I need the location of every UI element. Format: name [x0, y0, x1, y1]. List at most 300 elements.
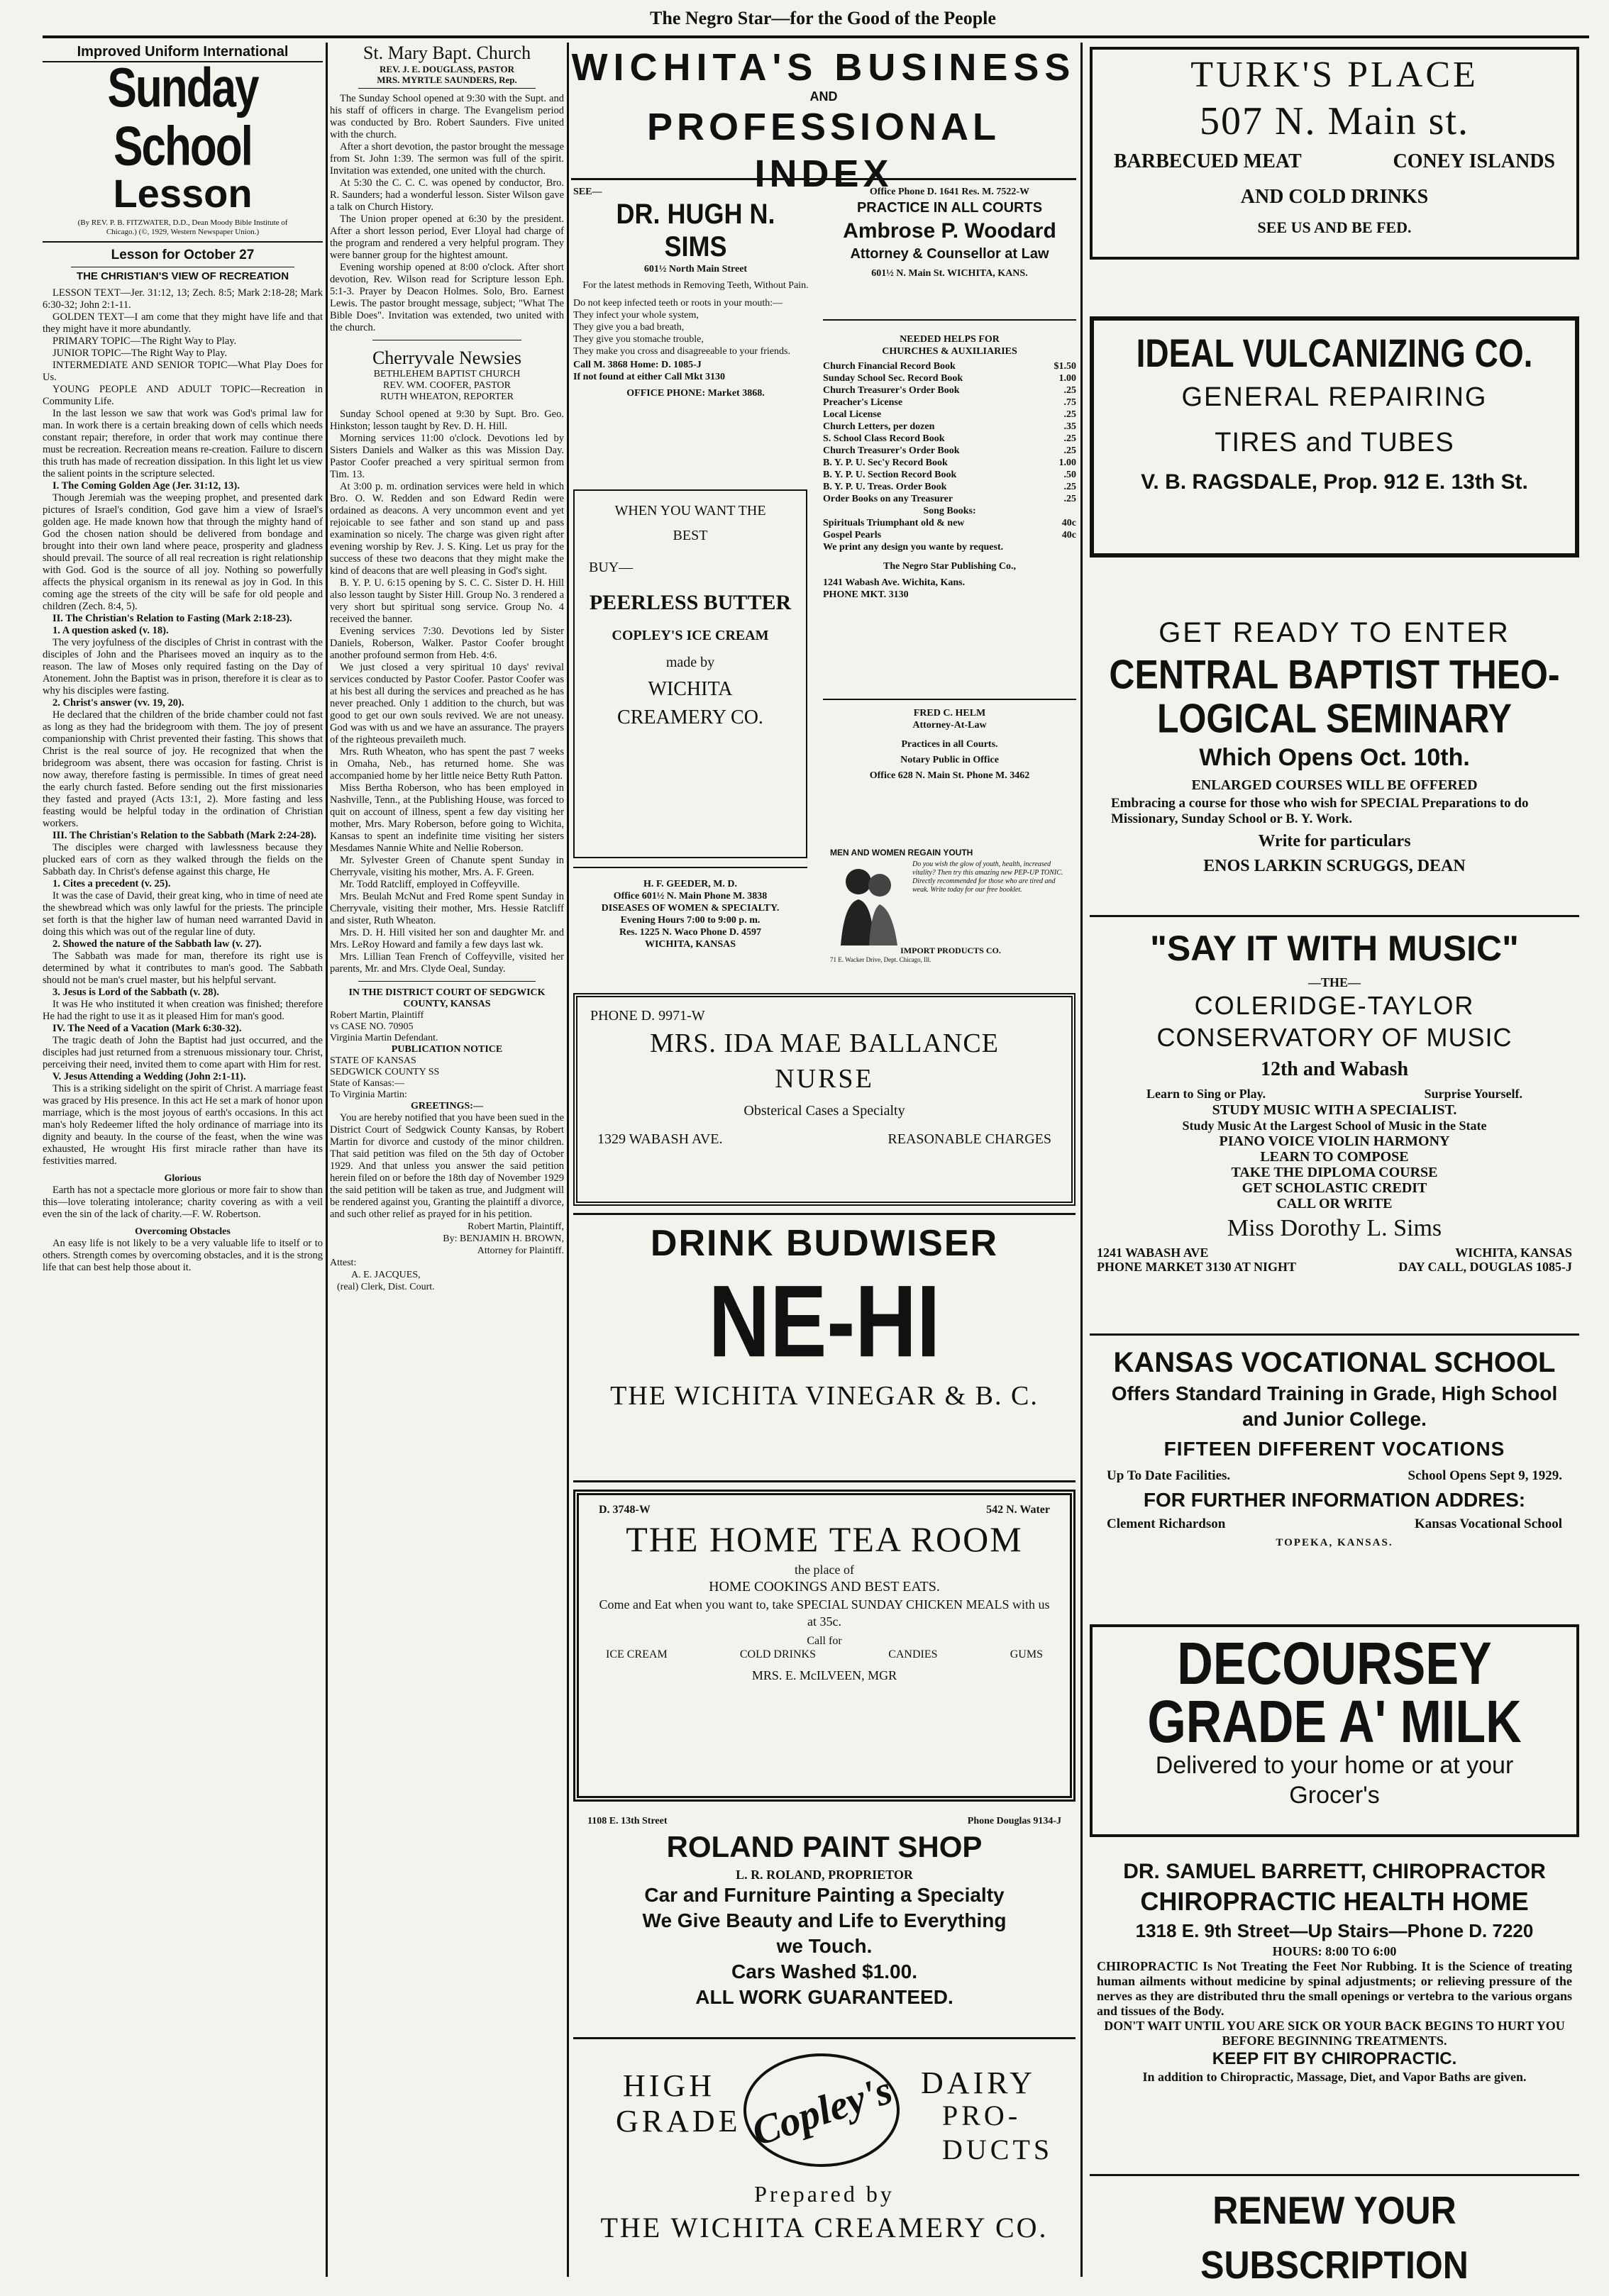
helps-item: [823, 445, 1076, 457]
helps-publisher-phone: PHONE MKT. 3130: [823, 589, 909, 600]
court-heading: IN THE DISTRICT COURT OF SEDGWICK COUNTY, KANSAS: [348, 987, 546, 1009]
helps-item-name: Sunday School Sec. Record Book: [823, 373, 963, 384]
court-attest: Attest:: [330, 1258, 357, 1268]
youth-address: 71 E. Wacker Drive, Dept. Chicago, Ill.: [830, 956, 931, 963]
music-l8: PIANO VOICE VIOLIN HARMONY: [1219, 1133, 1450, 1149]
ballance-phone: PHONE D. 9971-W: [590, 1008, 705, 1024]
court-caption-line: GREETINGS:—: [411, 1101, 483, 1111]
tearoom-l2: HOME COOKINGS AND BEST EATS.: [709, 1579, 940, 1595]
ad-barrett-chiropractic: [1090, 1858, 1579, 2170]
helps-item-price: .25: [1063, 433, 1076, 444]
helps-item: [823, 421, 1076, 433]
music-l12: CALL OR WRITE: [1276, 1196, 1393, 1211]
sims-list-item: They infect your whole system,: [573, 310, 699, 321]
ideal-l4: V. B. RAGSDALE, Prop. 912 E. 13th St.: [1141, 470, 1528, 494]
peerless-l7: WICHITA: [648, 678, 733, 700]
music-l14b: WICHITA, KANSAS: [1455, 1246, 1572, 1260]
court-caption-line: PUBLICATION NOTICE: [391, 1044, 503, 1055]
peerless-l5: COPLEY'S ICE CREAM: [612, 628, 769, 643]
sims-see: SEE—: [573, 187, 602, 197]
seminary-l7: Write for particulars: [1258, 832, 1411, 850]
geeder-l3: Evening Hours 7:00 to 9:00 p. m.: [620, 915, 761, 926]
geeder-name: H. F. GEEDER, M. D.: [643, 879, 738, 889]
helps-item: [823, 481, 1076, 493]
seminary-l3: LOGICAL SEMINARY: [1156, 695, 1513, 742]
helps-item: [823, 433, 1076, 445]
cherryvale-paragraph: B. Y. P. U. 6:15 opening by S. C. C. Sister D. H. Hill also lesson taught by Sister Hill. Group No. 3 rendered a very short but spiritual song service. Group No. 4 received the banner.: [330, 577, 564, 625]
milk-l2: GRADE A' MILK: [1147, 1688, 1522, 1755]
cherryvale-paragraph: We just closed a very spiritual 10 days' revival services conducted by Pastor Coofer. Pastor Coofer was at his best all during the services and preached as he has never preached. Only 1 addition to the church, but was good to get our own souls revived. We are not uneasy. God was with us and we have an assurance. The prayers of the righteous prevaileth much.: [330, 662, 564, 745]
lesson-kicker: Improved Uniform International: [43, 43, 323, 62]
ballance-charges: REASONABLE CHARGES: [888, 1131, 1051, 1147]
helps-song2: Gospel Pearls 40c: [823, 530, 1076, 540]
ad-dr-sims: [573, 186, 818, 480]
helps-item-price: 1.00: [1058, 373, 1076, 384]
roland-proprietor: L. R. ROLAND, PROPRIETOR: [736, 1868, 913, 1882]
turk-l3: [1107, 146, 1562, 177]
helps-item-price: .35: [1063, 421, 1076, 432]
lesson-paragraph: The Sabbath was made for man, therefore its right use is determined by what it contributes to man's good. The Sabbath should not be man's cruel master, but his helpful servant.: [43, 950, 323, 986]
sunday-school-column: [43, 43, 323, 2270]
kvs-l6b: Kansas Vocational School: [1415, 1516, 1562, 1531]
youth-body: Do you wish the glow of youth, health, increased vitality? Then try this amazing new PEP-UP TONIC. Directly recommended for those who are tired and weak. Write today for our free booklet.: [912, 860, 1063, 894]
court-caption-line: Virginia Martin Defendant.: [330, 1033, 438, 1043]
copley-company: THE WICHITA CREAMERY CO.: [600, 2212, 1049, 2244]
lesson-byline: (By REV. P. B. FITZWATER, D.D., Dean Moody Bible Institute of Chicago.) (©, 1929, Western Newspaper Union.): [77, 218, 288, 236]
music-l5a: Learn to Sing or Play.: [1146, 1087, 1266, 1101]
rule: [1090, 915, 1579, 917]
kvs-l2: Offers Standard Training in Grade, High School and Junior College.: [1111, 1382, 1558, 1430]
music-l6: STUDY MUSIC WITH A SPECIALIST.: [1212, 1102, 1457, 1118]
helps-item-price: .25: [1063, 445, 1076, 456]
court-signature: Robert Martin, Plaintiff,: [468, 1221, 564, 1232]
cherryvale-paragraph: Miss Bertha Roberson, who has been employed in Nashville, Tenn., at the Publishing House, was forced to quit on account of illness, spent a few day visiting her mother, Mrs. Mary Roberson, before going to Wichita, Kansas to spent an indefinite time visiting her sisters Mesdames Nannie White and Nellie Roberson.: [330, 782, 564, 854]
cherryvale-paragraph: At 3:00 p. m. ordination services were held in which Bro. O. W. Redden and son Edward Redin were ordained as deacons. A very uncommon event and yet rejoicable to see father and son stand up and pass examination so nicely. The charge was given right after evening worship by Rev. J. S. King. Let us pray for the success of these two deacons that they might make the kind of deacons that are well pleasing in God's sight.: [330, 481, 564, 577]
music-l10: TAKE THE DIPLOMA COURSE: [1231, 1165, 1438, 1180]
lesson-body: [43, 287, 323, 1168]
ad-turks-place: [1090, 47, 1579, 260]
music-l15: [1097, 1260, 1572, 1274]
lesson-paragraph: LESSON TEXT—Jer. 31:12, 13; Zech. 8:5; Mark 2:18-28; Mark 6:30-32; John 2:1-11.: [43, 287, 323, 311]
court-attorney: By: BENJAMIN H. BROWN,: [443, 1233, 564, 1244]
sims-list-item: They give you a bad breath,: [573, 322, 685, 333]
helm-title: Attorney-At-Law: [912, 720, 987, 731]
kvs-l1: KANSAS VOCATIONAL SCHOOL: [1113, 1347, 1556, 1378]
helps-item: [823, 396, 1076, 409]
helps-item-price: .25: [1063, 482, 1076, 492]
roland-header: [587, 1815, 1061, 1827]
ad-dr-geeder: [573, 867, 807, 984]
helps-item-name: Church Financial Record Book: [823, 361, 956, 372]
ideal-l2: GENERAL REPAIRING: [1181, 382, 1488, 412]
kvs-l3: FIFTEEN DIFFERENT VOCATIONS: [1163, 1438, 1505, 1460]
helps-item-price: .25: [1063, 385, 1076, 396]
ad-woodard: [823, 186, 1076, 321]
helps-list: [823, 360, 1076, 505]
tearoom-phone: D. 3748-W: [599, 1504, 651, 1516]
renew-subscription: RENEW YOUR SUBSCRIPTION: [1200, 2188, 1469, 2287]
cherryvale-paragraph: Mrs. Lillian Tean French of Coffeyville, visited her parents, Mr. and Mrs. Clyde Oeal, Sunday.: [330, 951, 564, 975]
stmary-paragraph: Evening worship opened at 8:00 o'clock. After short devotion, Rev. Wilson read for Scripture lesson Eph. 5:1-3. Prayer by Deacon Holmes. Solo, Bro. Earnest Lewis. The pastor brought message, subject; "What The Bible Does". Invitation was extended, two united with the church.: [330, 262, 564, 333]
lesson-paragraph: It was the case of David, their great king, who in time of need ate the shewbread which was only lawful for the priests. The principle set forth is that the higher law of human need warranted David in doing this which was out of the regular line of duty.: [43, 890, 323, 938]
sims-office: OFFICE PHONE: Market 3868.: [626, 388, 765, 399]
ideal-l3: TIRES and TUBES: [1215, 428, 1454, 457]
ad-regain-youth: [830, 848, 1071, 975]
lesson-paragraph: INTERMEDIATE AND SENIOR TOPIC—What Play Does for Us.: [43, 360, 323, 383]
column-rule: [326, 43, 328, 2277]
cherryvale-paragraph: Mr. Sylvester Green of Chanute spent Sunday in Cherryvale, visiting his mother, Mrs. A. F. Green.: [330, 855, 564, 878]
ad-tea-room: [573, 1490, 1076, 1802]
cherryvale-paragraph: Evening services 7:30. Devotions led by Sister Daniels, Roberson, Walker. Pastor Coofer brought another profound sermon from Heb. 4:6.: [330, 626, 564, 661]
lesson-paragraph: JUNIOR TOPIC—The Right Way to Play.: [52, 348, 228, 359]
copley-pro: PRO-: [942, 2100, 1022, 2131]
barrett-l6: DON'T WAIT UNTIL YOU ARE SICK OR YOUR BACK BEGINS TO HURT YOU BEFORE BEGINNING TREATMENTS.: [1104, 2019, 1565, 2048]
helps-h2: CHURCHES & AUXILIARIES: [882, 346, 1017, 357]
copley-prepared: Prepared by: [754, 2181, 895, 2207]
sims-address: 601½ North Main Street: [643, 264, 748, 274]
court-caption-line: vs CASE NO. 70905: [330, 1021, 414, 1032]
roland-address: 1108 E. 13th Street: [587, 1816, 668, 1826]
lesson-paragraph: 1. Cites a precedent (v. 25).: [52, 878, 171, 889]
lesson-date: Lesson for October 27: [111, 248, 255, 262]
seminary-l2: CENTRAL BAPTIST THEO-: [1109, 651, 1560, 698]
kvs-l7: TOPEKA, KANSAS.: [1276, 1537, 1393, 1548]
kvs-l4b: School Opens Sept 9, 1929.: [1408, 1468, 1562, 1483]
ballance-address: 1329 WABASH AVE.: [597, 1131, 723, 1147]
helps-item-price: .25: [1063, 494, 1076, 504]
turk-l2: 507 N. Main st.: [1200, 99, 1469, 143]
budwiser-l3: THE WICHITA VINEGAR & B. C.: [610, 1381, 1039, 1411]
masthead: The Negro Star—for the Good of the People: [650, 8, 996, 28]
youth-head: MEN AND WOMEN REGAIN YOUTH: [830, 848, 973, 858]
music-l15a: PHONE MARKET 3130 AT NIGHT: [1097, 1260, 1297, 1274]
sims-call: Call M. 3868 Home: D. 1085-J: [573, 360, 702, 370]
cherryvale-heading: Cherryvale Newsies: [372, 348, 522, 368]
glorious-heading: Glorious: [164, 1173, 201, 1184]
lesson-paragraph: 2. Showed the nature of the Sabbath law (v. 27).: [52, 938, 262, 950]
barrett-l5: CHIROPRACTIC Is Not Treating the Feet Nor Rubbing. It is the Science of treating human ailments without medicine by spinal adjustments; or relieving pressure of the nerves as they are distributed thru the small openings or vertebra to the various organs and tissues of the Body.: [1097, 1959, 1572, 2018]
cherryvale-body: [330, 409, 564, 975]
lesson-paragraph: GOLDEN TEXT—I am come that they might have life and that they might have it more abundantly.: [43, 311, 323, 335]
roland-l5: ALL WORK GUARANTEED.: [695, 1986, 953, 2008]
sims-list-item: They make you cross and disagreeable to your friends.: [573, 346, 790, 357]
stmary-paragraph: At 5:30 the C. C. C. was opened by conductor, Bro. R. Saunders; had a wonderful lesson. Sister Wilson gave a talk on Church History.: [330, 177, 564, 213]
ad-ideal-vulcanizing: [1090, 316, 1579, 558]
tearoom-item: GUMS: [1010, 1648, 1043, 1660]
sims-list-item: They give you stomache trouble,: [573, 334, 704, 345]
lesson-paragraph: PRIMARY TOPIC—The Right Way to Play.: [52, 335, 237, 347]
copley-dairy: DAIRY: [921, 2065, 1036, 2100]
roland-l3: we Touch.: [776, 1935, 873, 1957]
roland-l4: Cars Washed $1.00.: [731, 1961, 917, 1982]
helps-item-name: Local License: [823, 409, 882, 420]
peerless-l8: CREAMERY CO.: [617, 706, 763, 728]
stmary-paragraph: The Sunday School opened at 9:30 with the Supt. and his staff of officers in charge. The Evangelism period was conducted by Bro. Robert Saunders. Five united with the church.: [330, 93, 564, 140]
milk-l3: Delivered to your home or at your Grocer's: [1155, 1752, 1514, 1809]
court-body: You are hereby notified that you have been sued in the District Court of Sedgwick County Kansas, by Robert Martin for divorce and custody of the minor children. That said petition was filed on the 5th day of October 1929. And that unless you answer the said petition herein filed on or before the 18th day of November 1929 the said petition will be taken as true, and Judgment will be rendered against you, Granting the plaintiff a divorce, and such other relief as prayed for in his petition.: [330, 1112, 564, 1220]
seminary-l6: Embracing a course for those who wish for SPECIAL Preparations to do Missionary, Sunday School or B. Y. Work.: [1111, 796, 1529, 826]
index-title-2: PROFESSIONAL INDEX: [646, 106, 1001, 195]
ad-budwiser: [573, 1213, 1076, 1482]
lesson-paragraph: The tragic death of John the Baptist had just occurred, and the disciples had just returned from a strenuous missionary tour. Christ, perceiving their need, invited them to come apart with Him for rest.: [43, 1035, 323, 1070]
court-caption-line: SEDGWICK COUNTY SS: [330, 1067, 440, 1077]
cherryvale-paragraph: Mrs. Beulah McNut and Fred Rome spent Sunday in Cherryvale, visiting their mother, Mrs. Hessie Ratcliff and sister, Ruth Wheaton.: [330, 891, 564, 926]
seminary-l1: GET READY TO ENTER: [1159, 617, 1510, 648]
court-attorney-title: Attorney for Plaintiff.: [477, 1246, 564, 1256]
helps-item-name: Church Letters, per dozen: [823, 421, 935, 432]
helps-song: Song Books:: [923, 506, 976, 516]
helps-item-price: .75: [1063, 397, 1076, 408]
lesson-paragraph: The very joyfulness of the disciples of Christ in contrast with the disciples of John and the Pharisees moved an inquiry as to the reason. The law of Moses only required fasting on the Day of Atonement. John the Baptist was in prison, therefore it is clear as to why his disciples were fasting.: [43, 637, 323, 697]
seminary-l5: ENLARGED COURSES WILL BE OFFERED: [1191, 777, 1478, 793]
barrett-l2: CHIROPRACTIC HEALTH HOME: [1140, 1887, 1529, 1916]
music-l13: Miss Dorothy L. Sims: [1227, 1215, 1442, 1241]
helps-item: [823, 457, 1076, 469]
peerless-l2: BEST: [673, 528, 708, 543]
tearoom-l3: Come and Eat when you want to, take SPECIAL SUNDAY CHICKEN MEALS with us at 35c.: [599, 1597, 1050, 1629]
helm-l2: Notary Public in Office: [900, 755, 999, 765]
lesson-paragraph: He declared that the children of the bride chamber could not fast as long as they had the bridegroom with them. The joy of present companionship with Christ prevented their fasting. This shows that Christ is the real source of joy. He recognized that when the bridegroom was absent, there was occasion for fasting. Christ is now away, therefore fasting is permissible. In times of great need the early church fasted. Before sending out the first missionaries they fasted and prayed (Acts 13:1, 2). More fasting and less feasting would be helpful today in the ordination of Christian workers.: [43, 709, 323, 829]
helps-item-name: Preacher's License: [823, 397, 903, 408]
geeder-l5: WICHITA, KANSAS: [644, 939, 736, 950]
lesson-paragraph: The disciples were charged with lawlessness because they plucked ears of corn as they walked through the fields on the Sabbath day. In Christ's defense against this charge, He: [43, 842, 323, 877]
lesson-paragraph: 3. Jesus is Lord of the Sabbath (v. 28).: [52, 987, 219, 998]
music-l5: [1097, 1085, 1572, 1102]
roland-l2: We Give Beauty and Life to Everything: [642, 1909, 1007, 1931]
ballance-footer: [590, 1125, 1058, 1153]
woodard-title: Attorney & Counsellor at Law: [850, 246, 1049, 262]
roland-name: ROLAND PAINT SHOP: [666, 1830, 983, 1863]
lesson-title-lesson: Lesson: [113, 171, 253, 216]
ad-copley-dairy: [573, 2046, 1076, 2273]
seminary-l4: Which Opens Oct. 10th.: [1199, 744, 1470, 771]
obstacles-heading: Overcoming Obstacles: [135, 1226, 231, 1237]
lesson-paragraph: V. Jesus Attending a Wedding (John 2:1-11).: [52, 1071, 246, 1082]
stmary-paragraph: The Union proper opened at 6:30 by the president. After a short lesson period, Ever Lloyal had charge of the program and rendered a very helpful program. They were banner group for the hightest amount.: [330, 213, 564, 261]
kvs-l4a: Up To Date Facilities.: [1107, 1468, 1231, 1483]
lesson-paragraph: 1. A question asked (v. 18).: [52, 625, 169, 636]
helps-item-price: 1.00: [1058, 457, 1076, 468]
barrett-l1: DR. SAMUEL BARRETT, CHIROPRACTOR: [1123, 1860, 1546, 1883]
tearoom-item: ICE CREAM: [606, 1648, 668, 1660]
lesson-paragraph: This is a striking sidelight on the spirit of Christ. A marriage feast was graced by His presence. In this act He set a mark of honor upon marriage, which is the most joyous of earth's occasions. In this act man's holy Redeemer lifted the holy ordinance of marriage into its dignity and beauty. In the course of the feast, when the wine was exhausted, He wrought His first miracle rather than have its festivities marred.: [43, 1083, 323, 1167]
column-rule: [567, 43, 569, 2277]
geeder-l1: Office 601½ N. Main Phone M. 3838: [613, 891, 768, 902]
ballance-name: MRS. IDA MAE BALLANCE: [650, 1028, 999, 1058]
roland-phone: Phone Douglas 9134-J: [967, 1816, 1061, 1826]
lesson-paragraph: 2. Christ's answer (vv. 19, 20).: [52, 697, 184, 709]
index-title-1: WICHITA'S BUSINESS: [571, 46, 1076, 89]
sims-line1: For the latest methods in Removing Teeth, Without Pain.: [582, 280, 809, 291]
peerless-l3: BUY—: [589, 560, 634, 575]
turk-l3a: BARBECUED MEAT: [1114, 150, 1302, 172]
tearoom-item: COLD DRINKS: [739, 1648, 816, 1660]
tearoom-header: [599, 1504, 1050, 1516]
court-caption-line: To Virginia Martin:: [330, 1089, 407, 1100]
tearoom-name: THE HOME TEA ROOM: [626, 1519, 1023, 1559]
tearoom-item: CANDIES: [888, 1648, 938, 1660]
budwiser-l1: DRINK BUDWISER: [650, 1223, 999, 1264]
helps-item: [823, 384, 1076, 396]
tearoom-l1: the place of: [795, 1563, 854, 1577]
peerless-l4: PEERLESS BUTTER: [589, 591, 792, 614]
seminary-l8: ENOS LARKIN SCRUGGS, DEAN: [1203, 857, 1466, 875]
lesson-paragraph: IV. The Need of a Vacation (Mark 6:30-32).: [52, 1023, 242, 1034]
lesson-title-sunday-school: Sunday School: [107, 57, 258, 177]
helps-item-name: Order Books on any Treasurer: [823, 494, 953, 504]
ad-peerless-butter: [573, 489, 807, 858]
kvs-l4: [1100, 1466, 1569, 1486]
stmary-pastor: REV. J. E. DOUGLASS, PASTOR: [380, 64, 514, 74]
milk-l1: DECOURSEY: [1177, 1630, 1492, 1697]
kvs-l6a: Clement Richardson: [1107, 1516, 1226, 1531]
lesson-paragraph: It was He who instituted it when creation was finished; therefore He had the right to use it as it pleased Him for man's good.: [43, 999, 323, 1022]
copley-high: HIGH: [623, 2068, 715, 2103]
barrett-l4: HOURS: 8:00 TO 6:00: [1272, 1944, 1397, 1958]
turk-l4: AND COLD DRINKS: [1240, 186, 1429, 208]
barrett-l8: In addition to Chiropractic, Massage, Diet, and Vapor Baths are given.: [1142, 2070, 1527, 2084]
helps-publisher: The Negro Star Publishing Co.,: [883, 561, 1016, 572]
tearoom-manager: MRS. E. McILVEEN, MGR: [751, 1668, 897, 1682]
helps-print: We print any design you wante by request.: [823, 542, 1004, 553]
kvs-l5: FOR FURTHER INFORMATION ADDRES:: [1143, 1489, 1526, 1511]
music-l5b: Surprise Yourself.: [1424, 1087, 1522, 1101]
music-l1: "SAY IT WITH MUSIC": [1150, 928, 1519, 968]
helps-item: [823, 493, 1076, 505]
helm-l1: Practices in all Courts.: [901, 739, 998, 750]
cherryvale-paragraph: Morning services 11:00 o'clock. Devotions led by Sisters Daniels and Walker as this was Mission Day. Pastor Coofer preached a very spiritual sermon from Tim. 13.: [330, 433, 564, 480]
music-the: —THE—: [1307, 975, 1361, 989]
ad-roland-paint: [573, 1812, 1076, 2039]
lesson-paragraph: Though Jeremiah was the weeping prophet, and presented dark pictures of Israel's condition, God gave him a view of Israel's golden age. He made known how that through the mighty hand of God the chosen nation should be delivered from bondage and brought into their own land where peace, prosperity and gladness should prevail. The source of all real recreation is right relationship with God. God is the source of all joy. Nothing so powerfully affects the physical organism in its renewal as joy in God. In this coming age the streets of the city will be safe for old people and children (Zech. 8:4, 5).: [43, 492, 323, 612]
court-clerk: A. E. JACQUES,: [351, 1270, 421, 1280]
copley-logo: [743, 2053, 900, 2167]
copley-logo-text: Copley's: [746, 2065, 897, 2155]
lesson-paragraph: YOUNG PEOPLE AND ADULT TOPIC—Recreation in Community Life.: [43, 384, 323, 407]
helps-item-name: S. School Class Record Book: [823, 433, 945, 444]
geeder-l2: DISEASES OF WOMEN & SPECIALTY.: [601, 903, 780, 914]
music-l15b: DAY CALL, DOUGLAS 1085-J: [1398, 1260, 1572, 1274]
helps-item: [823, 360, 1076, 372]
turk-l3b: CONEY ISLANDS: [1393, 150, 1555, 172]
ballance-nurse: NURSE: [775, 1064, 874, 1094]
sims-notfound: If not found at either Call Mkt 3130: [573, 372, 726, 382]
obstacles-text: An easy life is not likely to be a very valuable life to itself or to others. Strength comes by overcoming obstacles, and it is the strong life that can best help those about it.: [43, 1238, 323, 1273]
church-news-column: [330, 43, 564, 2270]
copley-ducts: DUCTS: [942, 2134, 1054, 2165]
cherryvale-paragraph: Mrs. D. H. Hill visited her son and daughter Mr. and Mrs. LeRoy Howard and family a few days last wk.: [330, 927, 564, 950]
helm-l3: Office 628 N. Main St. Phone M. 3462: [869, 770, 1030, 781]
music-l9: LEARN TO COMPOSE: [1260, 1149, 1409, 1165]
woodard-address: 601½ N. Main St. WICHITA, KANS.: [871, 268, 1028, 279]
sims-list: [573, 309, 818, 357]
tearoom-items: [599, 1648, 1050, 1661]
stmary-reporter: MRS. MYRTLE SAUNDERS, Rep.: [377, 74, 517, 85]
stmary-paragraph: After a short devotion, the pastor brought the message from St. John 1:39. The sermon was full of the spirit. Invitation was extended, one united with the church.: [330, 141, 564, 177]
lesson-heading: THE CHRISTIAN'S VIEW OF RECREATION: [76, 270, 289, 282]
helps-publisher-address: 1241 Wabash Ave. Wichita, Kans.: [823, 577, 966, 588]
music-l14a: 1241 WABASH AVE: [1097, 1246, 1209, 1260]
budwiser-l2: NE-HI: [708, 1264, 941, 1379]
court-clerk-title: (real) Clerk, Dist. Court.: [337, 1282, 435, 1292]
helps-item-price: $1.50: [1054, 361, 1076, 372]
ad-conservatory: [1090, 922, 1579, 1319]
helps-item-name: B. Y. P. U. Treas. Order Book: [823, 482, 947, 492]
music-l11: GET SCHOLASTIC CREDIT: [1242, 1180, 1427, 1196]
kvs-l6: [1100, 1514, 1569, 1534]
ad-fred-helm: [823, 699, 1076, 826]
lesson-paragraph: I. The Coming Golden Age (Jer. 31:12, 13).: [52, 480, 240, 492]
cherryvale-paragraph: Sunday School opened at 9:30 by Supt. Bro. Geo. Hinkston; lesson taught by Rev. D. H. Hill.: [330, 409, 564, 432]
youth-company: IMPORT PRODUCTS CO.: [900, 945, 1001, 955]
helps-item: [823, 409, 1076, 421]
helps-item-name: Church Treasurer's Order Book: [823, 445, 960, 456]
ad-kansas-vocational: [1090, 1344, 1579, 1614]
ideal-l1: IDEAL VULCANIZING CO.: [1136, 331, 1533, 376]
music-l4: 12th and Wabash: [1260, 1058, 1409, 1080]
sims-name: DR. HUGH N. SIMS: [616, 199, 775, 262]
helps-item-price: .25: [1063, 409, 1076, 420]
peerless-l1: WHEN YOU WANT THE: [614, 503, 766, 518]
couple-illustration-icon: [830, 860, 908, 945]
tearoom-address: 542 N. Water: [986, 1504, 1050, 1516]
roland-l1: Car and Furniture Painting a Specialty: [644, 1884, 1005, 1906]
turk-l5: SEE US AND BE FED.: [1257, 218, 1412, 236]
glorious-text: Earth has not a spectacle more glorious or more fair to show than this—love tolerating intolerance; charity covering as with a veil even the sin of the lack of charity.—F. W. Robertson.: [43, 1185, 323, 1220]
cherryvale-paragraph: Mrs. Ruth Wheaton, who has spent the past 7 weeks in Omaha, Neb., has returned home. She was accompanied home by her little neice Betty Ruth Patton.: [330, 746, 564, 782]
turk-l1: TURK'S PLACE: [1190, 55, 1478, 95]
rule: [1090, 1333, 1579, 1336]
cherryvale-reporter: RUTH WHEATON, REPORTER: [380, 392, 514, 402]
ballance-specialty: Obsterical Cases a Specialty: [743, 1103, 905, 1119]
music-l7: Study Music At the Largest School of Music in the State: [1182, 1119, 1487, 1133]
court-caption-line: STATE OF KANSAS: [330, 1055, 416, 1066]
lesson-paragraph: II. The Christian's Relation to Fasting (Mark 2:18-23).: [52, 613, 292, 624]
tearoom-call: Call for: [807, 1635, 842, 1647]
cherryvale-paragraph: Mr. Todd Ratcliff, employed in Coffeyville.: [340, 879, 520, 890]
woodard-name: Ambrose P. Woodard: [843, 219, 1056, 243]
helps-item: [823, 469, 1076, 481]
barrett-l7: KEEP FIT BY CHIROPRACTIC.: [1212, 2049, 1457, 2068]
helps-song1: Spirituals Triumphant old & new 40c: [823, 518, 1076, 528]
helps-item: [823, 372, 1076, 384]
stmary-heading: St. Mary Bapt. Church: [363, 43, 531, 63]
lesson-paragraph: III. The Christian's Relation to the Sabbath (Mark 2:24-28).: [52, 830, 316, 841]
court-caption-line: State of Kansas:—: [330, 1078, 404, 1089]
helps-item-name: B. Y. P. U. Sec'y Record Book: [823, 457, 948, 468]
woodard-practice: PRACTICE IN ALL COURTS: [856, 200, 1043, 216]
barrett-l3: 1318 E. 9th Street—Up Stairs—Phone D. 7220: [1135, 1920, 1534, 1941]
music-l14: [1097, 1246, 1572, 1260]
helps-h1: NEEDED HELPS FOR: [900, 334, 1000, 345]
music-l2: COLERIDGE-TAYLOR: [1194, 991, 1475, 1020]
geeder-l4: Res. 1225 N. Waco Phone D. 4597: [619, 927, 762, 938]
lesson-paragraph: In the last lesson we saw that work was God's primal law for man. In work there is a certain breaking down of cells which needs constant repair; therefore, in order that work may continue there must be recreation. Recreation means re-creation. Failure to discern this truth has made of recreation dissipation. In this light let us view the salient points in the scripture selected.: [43, 408, 323, 479]
ad-decoursey-milk: [1090, 1624, 1579, 1837]
woodard-phones: Office Phone D. 1641 Res. M. 7522-W: [869, 187, 1030, 197]
helm-name: FRED C. HELM: [913, 708, 986, 719]
cherryvale-church: BETHLEHEM BAPTIST CHURCH: [373, 369, 521, 379]
peerless-l6: made by: [665, 655, 715, 670]
ad-ballance-nurse: [573, 993, 1076, 1206]
court-caption-line: Robert Martin, Plaintiff: [330, 1010, 424, 1021]
helps-item-name: Church Treasurer's Order Book: [823, 385, 960, 396]
ad-seminary: [1090, 610, 1579, 908]
copley-grade: GRADE: [616, 2104, 741, 2139]
cherryvale-pastor: REV. WM. COOFER, PASTOR: [383, 380, 511, 391]
sims-line2: Do not keep infected teeth or roots in your mouth:—: [573, 298, 783, 309]
ad-needed-helps: [823, 333, 1076, 688]
